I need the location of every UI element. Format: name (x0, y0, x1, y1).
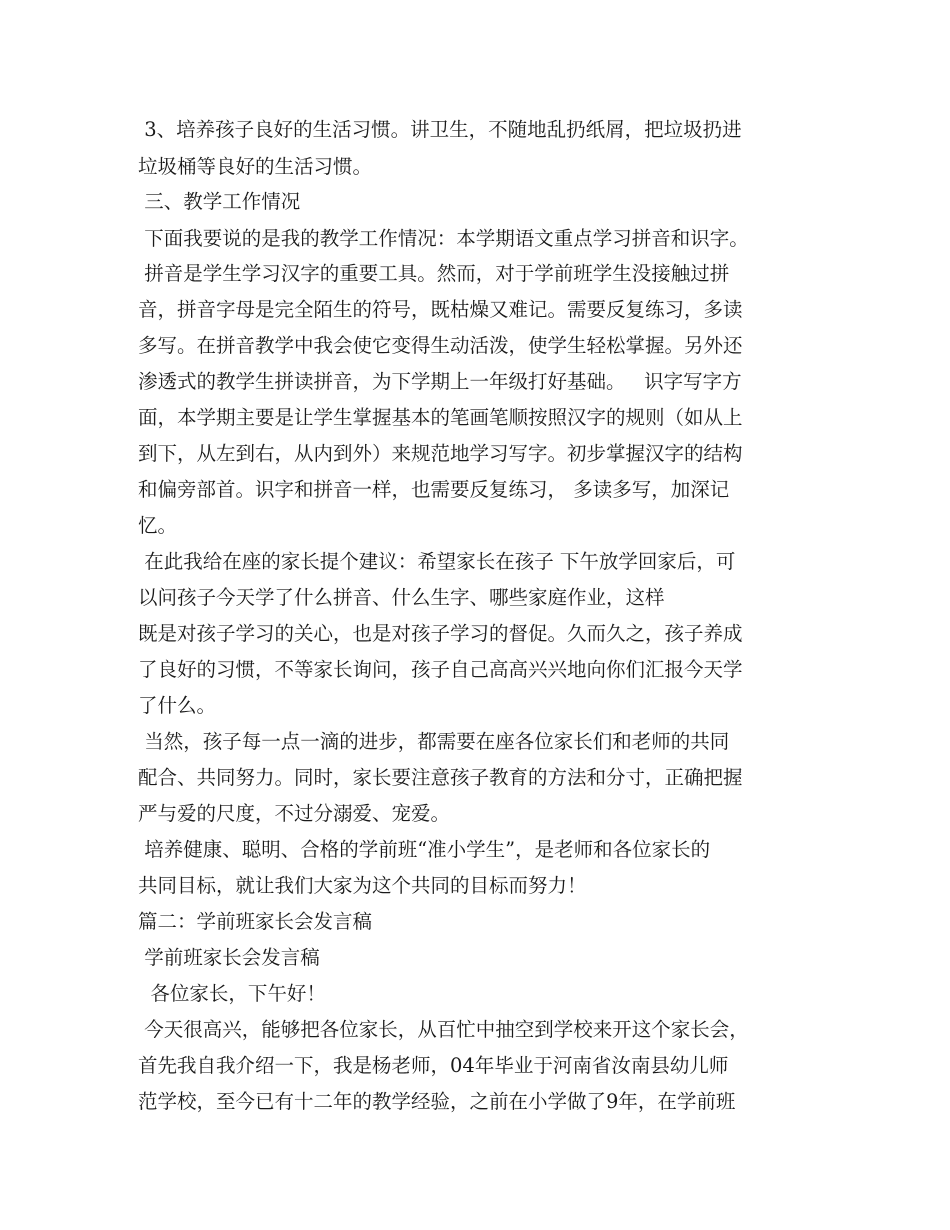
text-line: 了什么。 (138, 694, 217, 717)
text-line: 多写。在拼音教学中我会使它变得生动活泼，使学生轻松掌握。另外还 (138, 334, 743, 357)
text-line: 以问孩子今天学了什么拼音、什么生字、哪些家庭作业，这样 (138, 586, 665, 609)
text-line: 忆。 (138, 514, 178, 537)
text-line: 到下，从左到右，从内到外）来规范地学习写字。初步掌握汉字的结构 (138, 442, 743, 465)
text-line: 在此我给在座的家长提个建议：希望家长在孩子 下午放学回家后，可 (138, 550, 736, 573)
text-line: 面，本学期主要是让学生掌握基本的笔画笔顺按照汉字的规则（如从上 (138, 406, 743, 429)
text-line: 和偏旁部首。识字和拼音一样，也需要反复练习， 多读多写，加深记 (138, 478, 730, 501)
text-line: 严与爱的尺度，不过分溺爱、宠爱。 (138, 802, 451, 825)
text-line: 下面我要说的是我的教学工作情况：本学期语文重点学习拼音和识字。 (138, 227, 749, 250)
section-heading: 三、教学工作情况 (138, 190, 301, 213)
text-line: 配合、共同努力。同时，家长要注意孩子教育的方法和分寸，正确把握 (138, 766, 743, 789)
text-line: 共同目标，就让我们大家为这个共同的目标而努力！ (138, 874, 587, 897)
text-line: 垃圾桶等良好的生活习惯。 (138, 155, 373, 178)
text-line: 培养健康、聪明、合格的学前班“准小学生”，是老师和各位家长的 (138, 838, 711, 861)
chapter-heading: 篇二：学前班家长会发言稿 (138, 910, 373, 933)
text-line: 了良好的习惯，不等家长询问，孩子自己高高兴兴地向你们汇报今天学 (138, 658, 743, 681)
text-line: 既是对孩子学习的关心，也是对孩子学习的督促。久而久之，孩子养成 (138, 622, 743, 645)
text-line: 渗透式的教学生拼读拼音，为下学期上一年级打好基础。 识字写字方 (138, 370, 742, 393)
speech-title: 学前班家长会发言稿 (138, 946, 320, 969)
text-line: 音，拼音字母是完全陌生的符号，既枯燥又难记。需要反复练习，多读 (138, 298, 743, 321)
text-line: 今天很高兴，能够把各位家长，从百忙中抽空到学校来开这个家长会， (138, 1018, 749, 1041)
text-line: 范学校，至今已有十二年的教学经验，之前在小学做了9年，在学前班 (138, 1090, 736, 1113)
text-line: 首先我自我介绍一下，我是杨老师，04年毕业于河南省汝南县幼儿师 (138, 1054, 729, 1077)
text-line: 3、培养孩子良好的生活习惯。讲卫生，不随地乱扔纸屑，把垃圾扔进 (138, 118, 742, 141)
text-line: 拼音是学生学习汉字的重要工具。然而，对于学前班学生没接触过拼 (138, 262, 730, 285)
text-line: 当然，孩子每一点一滴的进步，都需要在座各位家长们和老师的共同 (138, 730, 730, 753)
greeting-line: 各位家长，下午好！ (138, 982, 326, 1005)
